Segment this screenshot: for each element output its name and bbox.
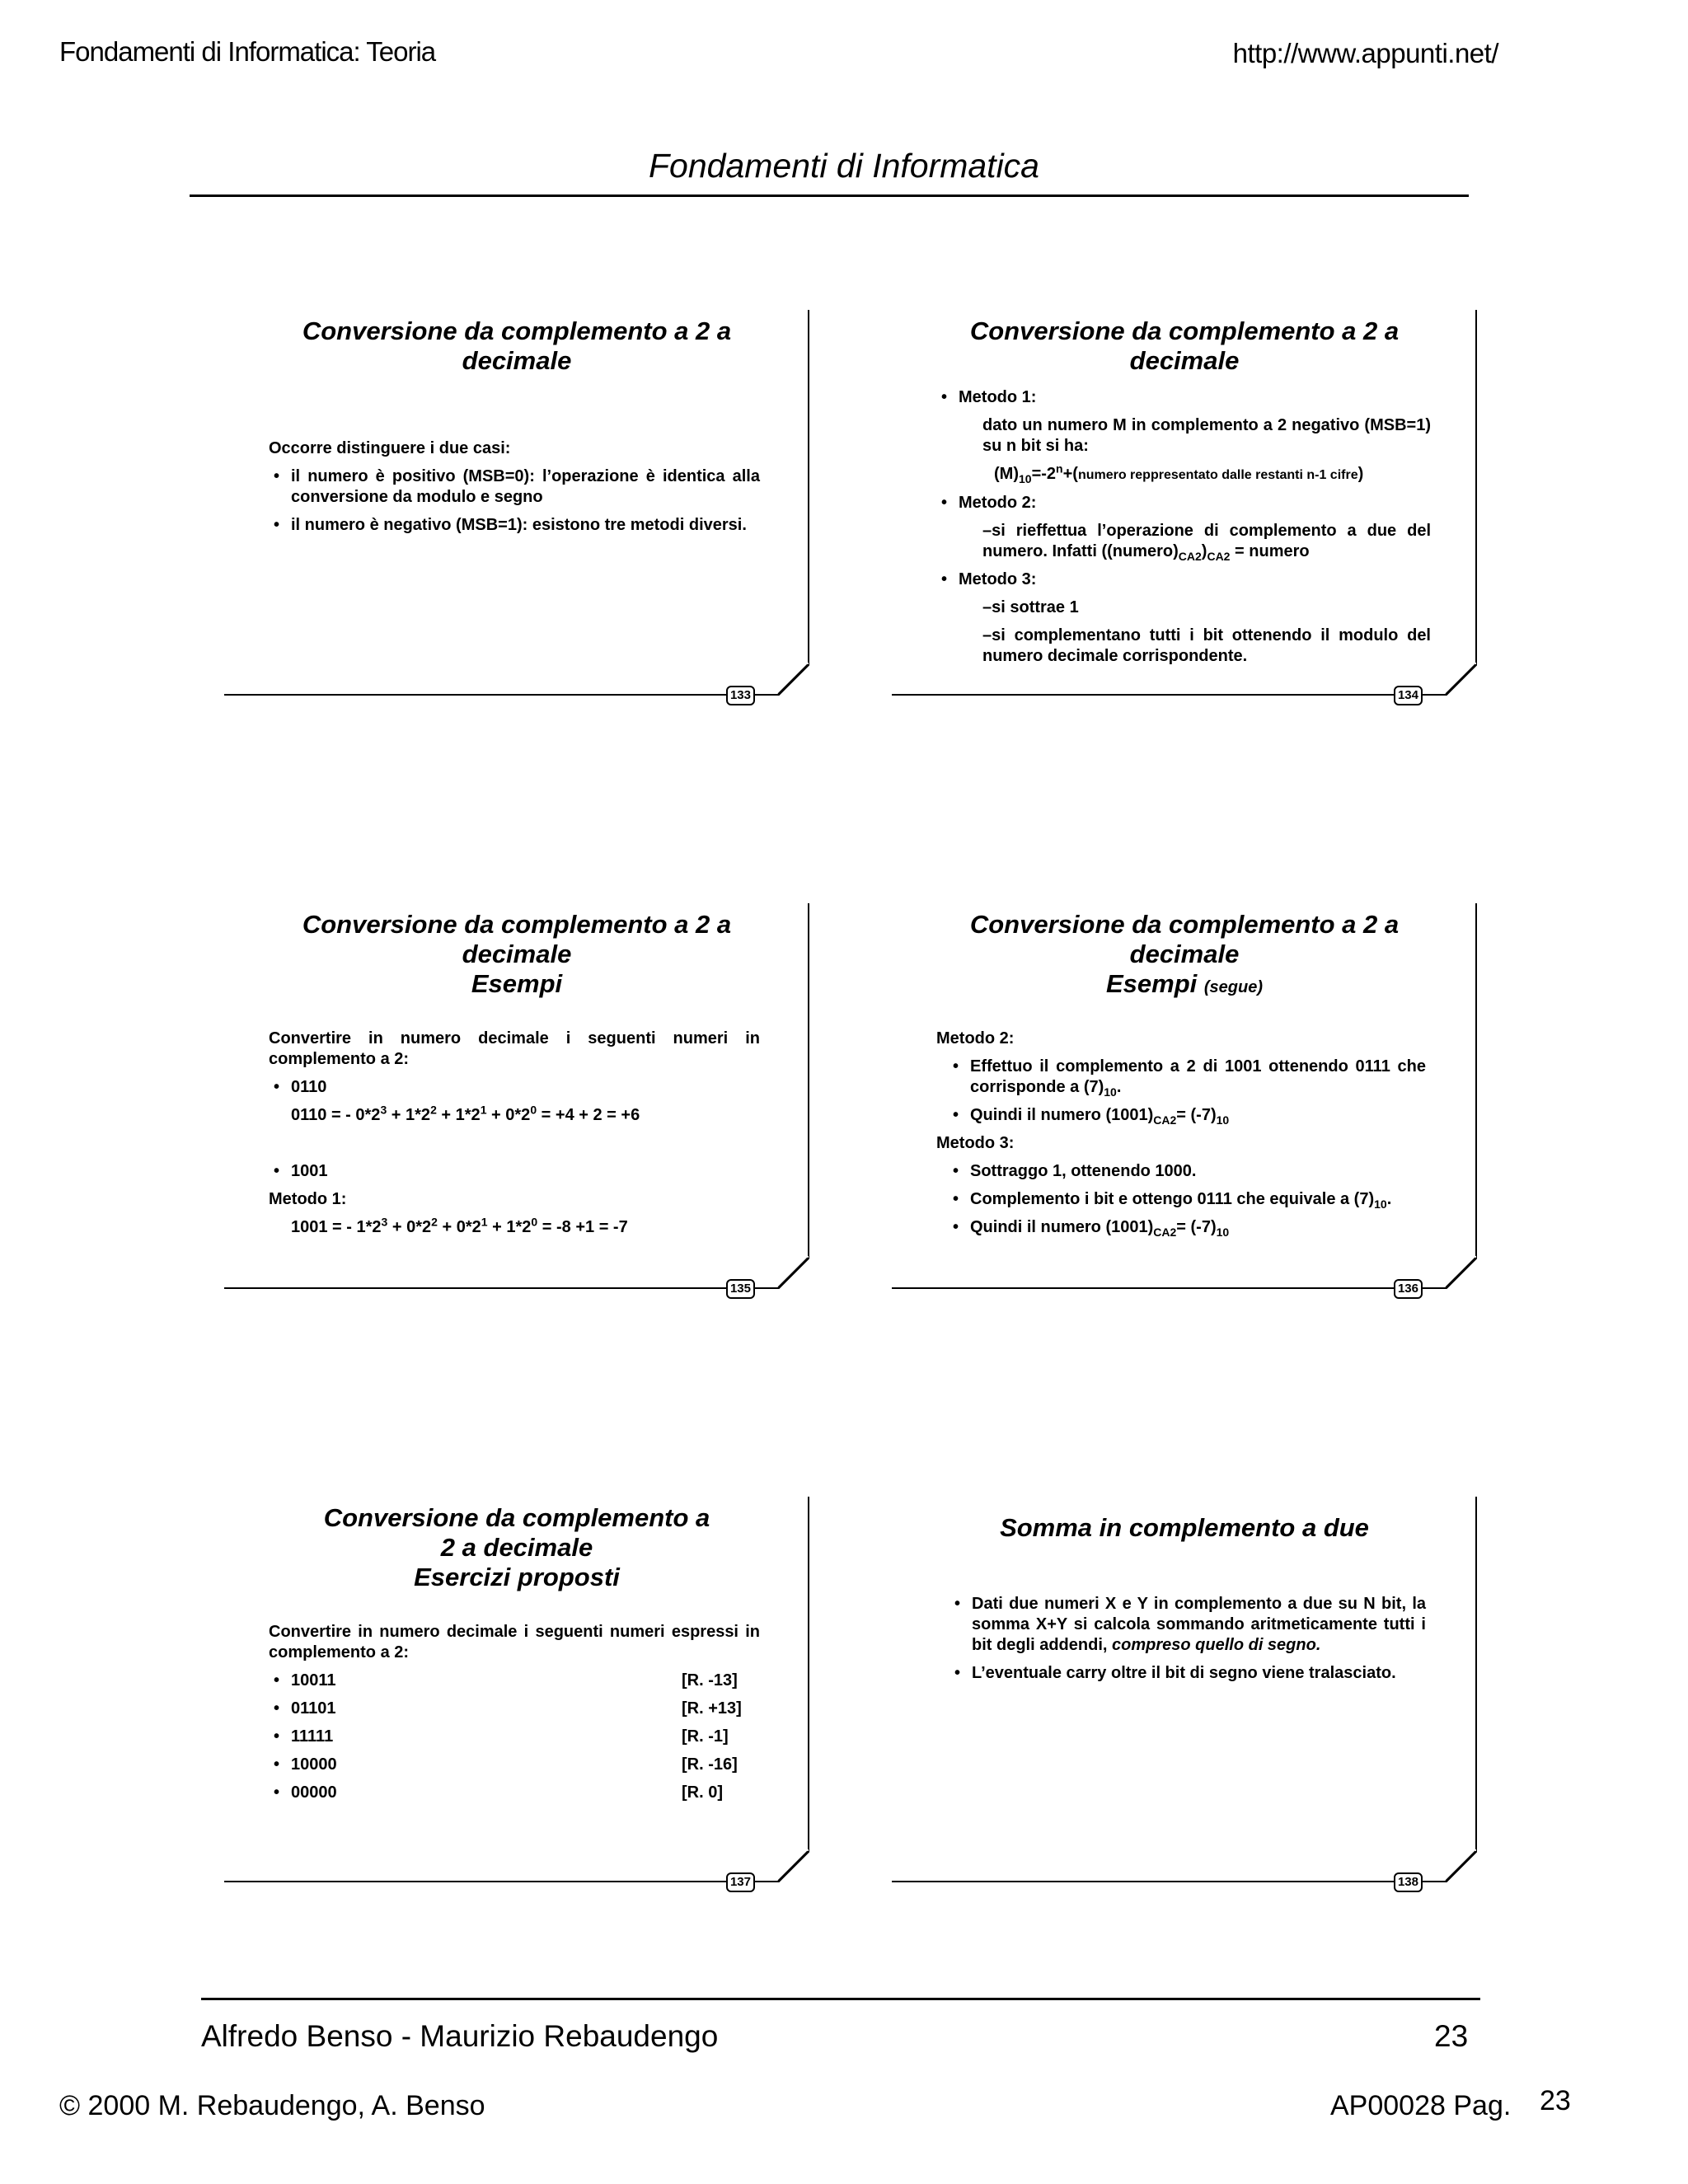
header-url: http://www.appunti.net/ (1232, 38, 1498, 68)
metodo-3-step-a: –si sottrae 1 (982, 598, 1079, 616)
slide-title: Conversione da complemento a 2 a decimale Esempi (segue) (969, 910, 1400, 998)
footer-code: AP00028 Pag. (1330, 2090, 1512, 2121)
bullet-invert: • Complemento i bit e ottengo 0111 che equivale a $(7)_{10}$. (948, 1189, 1426, 1210)
footer-pag-label: Pag. (1453, 2090, 1512, 2121)
exercise-answer: [R. +13] (682, 1699, 742, 1718)
metodo-3-step-b: –si complementano tutti i bit ottenendo il modulo del numero decimale corrispondente. (982, 626, 1431, 665)
slide-title: Somma in complemento a due (1000, 1513, 1369, 1542)
formula-0110: 0110 = - $0*2^3 + 1*2^2 + 1*2^1 + 0*2^0 = +4 + 2 = +6$ (291, 1103, 640, 1124)
page-curl-icon (1444, 1256, 1477, 1289)
exercise-item: • 01101 [R. +13] (269, 1699, 760, 1719)
footer-authors: Alfredo Benso - Maurizio Rebaudengo (201, 2019, 719, 2053)
slide-136 (892, 903, 1477, 1296)
exercise-answer: [R. 0] (682, 1783, 723, 1802)
slide-body (936, 387, 1431, 674)
bullet-subtract: • Sottraggo 1, ottenendo 1000. (948, 1161, 1426, 1182)
slide-134 (892, 310, 1477, 702)
document-title: Fondamenti di Informatica (648, 147, 1039, 185)
page-curl-icon (1444, 663, 1477, 696)
exercise-item: • 11111 [R. -1] (269, 1727, 760, 1747)
bullet-carry: • L’eventuale carry oltre il bit di segno viene tralasciato. (950, 1663, 1426, 1684)
slide-number: 134 (1394, 686, 1423, 705)
slide-number: 138 (1394, 1872, 1423, 1892)
bullet-complement: • Effettuo il complemento a 2 di 1001 ottenendo 0111 che corrisponde a $(7)_{10}$. (948, 1057, 1426, 1098)
exercise-item: • 00000 [R. 0] (269, 1783, 760, 1803)
metodo-1-label: Metodo 1: (269, 1190, 347, 1208)
exercise-answer: [R. -1] (682, 1727, 729, 1746)
metodo-1-formula: $(M)_{10}=-2^n+(numero$ reppresentato dalle restanti n-1 cifre) (994, 462, 1364, 485)
slide-133 (224, 310, 809, 702)
slide-138 (892, 1497, 1477, 1889)
exercise-answer: [R. -13] (682, 1671, 738, 1690)
slide-intro: Convertire in numero decimale i seguenti numeri espressi in complemento a 2: (269, 1623, 760, 1661)
metodo-3-label: • Metodo 3: (936, 569, 1431, 590)
slide-body (269, 438, 760, 543)
page-curl-icon (776, 663, 809, 696)
slide-title: Conversione da complemento a 2 a decimale Esercizi proposti (323, 1503, 710, 1591)
bullet-positive: • il numero è positivo (MSB=0): l’operazione è identica alla conversione da modulo e segno (269, 466, 760, 508)
bullet-result: • Quindi il numero $(1001)_{CA2}= (-7)_{10}$ (948, 1217, 1426, 1238)
page-curl-icon (776, 1849, 809, 1882)
example-1001: • 1001 (269, 1161, 760, 1182)
header-rule (190, 194, 1469, 197)
slide-number: 135 (726, 1279, 755, 1299)
slide-title: Conversione da complemento a 2 a decimale (969, 316, 1400, 375)
metodo-1-label: • Metodo 1: (936, 387, 1431, 408)
footer-rule (201, 1998, 1480, 2000)
slide-body (269, 1029, 760, 1245)
metodo-2-label: • Metodo 2: (936, 493, 1431, 513)
formula-1001: 1001 = - $1*2^3 + 0*2^2 + 0*2^1 + 1*2^0 = -8 +1 = -7$ (291, 1215, 628, 1236)
slide-title: Conversione da complemento a 2 a decimale (302, 316, 732, 375)
page-curl-icon (1444, 1849, 1477, 1882)
footer-page-number: 23 (1434, 2019, 1469, 2053)
slide-137 (224, 1497, 809, 1889)
slide-title: Conversione da complemento a 2 a decimale Esempi (302, 910, 732, 998)
slide-body (936, 1029, 1426, 1245)
slide-number: 137 (726, 1872, 755, 1892)
slide-intro: Convertire in numero decimale i seguenti numeri in complemento a 2: (269, 1029, 760, 1068)
slide-135 (224, 903, 809, 1296)
bullet-result: • Quindi il numero $(1001)_{CA2}= (-7)_{10}$ (948, 1105, 1426, 1126)
page-curl-icon (776, 1256, 809, 1289)
exercise-answer: [R. -16] (682, 1755, 738, 1774)
bullet-negative: • il numero è negativo (MSB=1): esistono tre metodi diversi. (269, 515, 760, 536)
bullet-sum-rule: • Dati due numeri X e Y in complemento a due su N bit, la somma X+Y si calcola sommando aritmeticamente tutti i bit degli addendi, compreso quello di segno. (950, 1594, 1426, 1656)
footer-pag-number: 23 (1540, 2085, 1571, 2116)
footer-copyright: © 2000 M. Rebaudengo, A. Benso (59, 2090, 485, 2121)
example-0110: • 0110 (269, 1077, 760, 1098)
metodo-3-label: Metodo 3: (936, 1134, 1015, 1152)
slide-number: 133 (726, 686, 755, 705)
header-left-text: Fondamenti di Informatica: Teoria (59, 36, 436, 67)
slide-body (269, 1622, 760, 1811)
slide-body (950, 1594, 1426, 1691)
exercise-item: • 10011 [R. -13] (269, 1671, 760, 1691)
slide-intro: Occorre distinguere i due casi: (269, 439, 511, 457)
metodo-2-text: –si rieffettua l’operazione di complemento a due del numero. Infatti $((numero)_{CA2})_{CA2}$ = numero (982, 522, 1431, 563)
slide-number: 136 (1394, 1279, 1423, 1299)
metodo-2-label: Metodo 2: (936, 1029, 1015, 1047)
metodo-1-text: dato un numero M in complemento a 2 negativo (MSB=1) su n bit si ha: (982, 416, 1431, 455)
exercise-item: • 10000 [R. -16] (269, 1755, 760, 1775)
